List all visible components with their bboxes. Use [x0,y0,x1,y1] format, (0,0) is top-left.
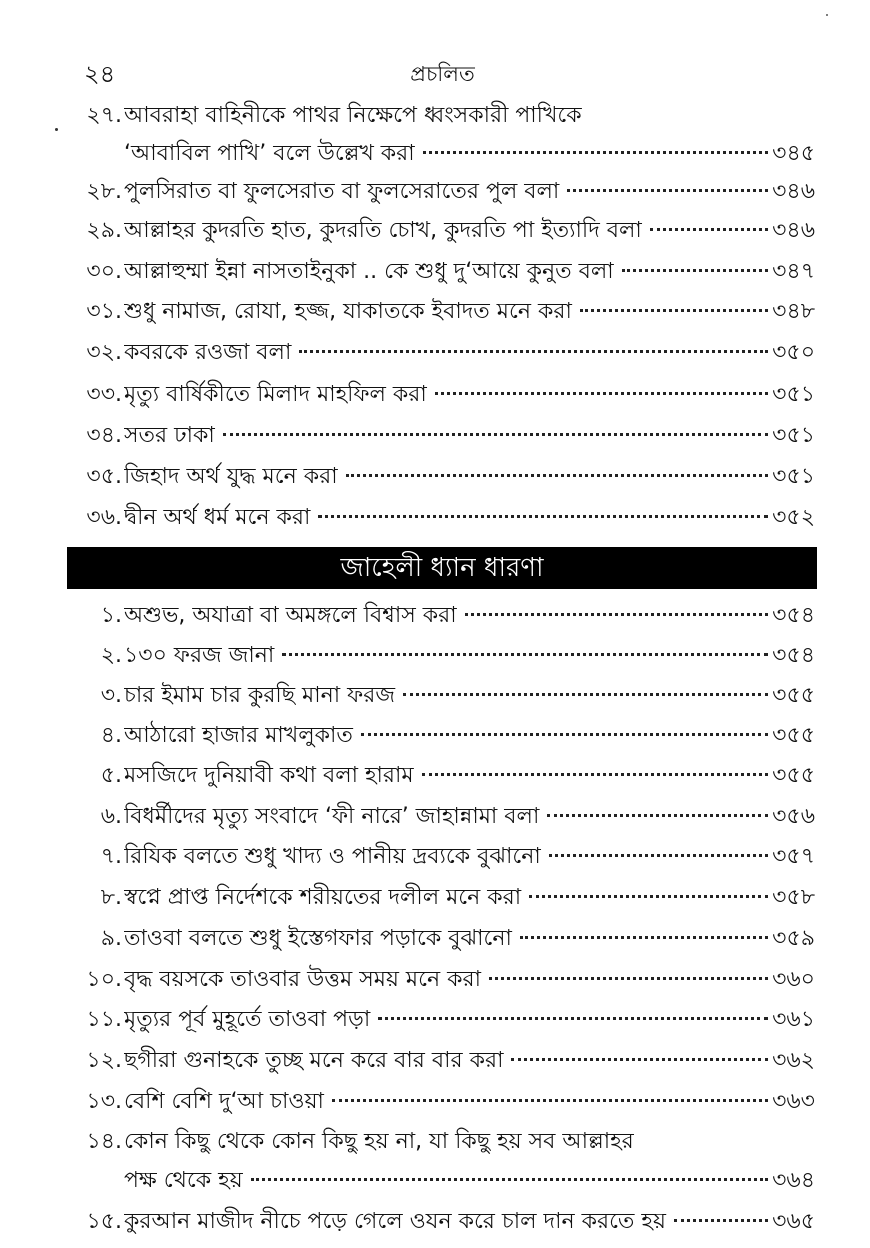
leader-dots [223,433,768,436]
entry-number: ৩২. [86,340,122,365]
toc-entry [70,878,815,918]
entry-page: ৩৬০ [772,967,815,992]
leader-dots [378,1017,768,1020]
entry-title: দ্বীন অর্থ ধর্ম মনে করা [124,505,311,530]
entry-number: ৫. [100,763,122,788]
entry-page: ৩৫৯ [772,926,815,951]
page-header [70,56,815,92]
entry-page: ৩৫১ [772,464,815,489]
entry-page: ৩৬১ [772,1007,815,1032]
entry-title: বৃদ্ধ বয়সকে তাওবার উত্তম সময় মনে করা [124,967,481,992]
toc-entry [70,96,815,136]
entry-title: আল্লাহর কুদরতি হাত, কুদরতি চোখ, কুদরতি পা ইত্যাদি বলা [124,218,642,243]
entry-title: পুলসিরাত বা ফুলসেরাত বা ফুলসেরাতের পুল বলা [124,179,560,204]
entry-number: ৩৩. [86,382,122,407]
entry-title: স্বপ্নে প্রাপ্ত নির্দেশকে শরীয়তের দলীল মনে করা [124,885,522,910]
entry-page: ৩৫৪ [772,603,815,628]
entry-number: ৬. [100,804,122,829]
leader-dots [282,653,768,656]
entry-title: জিহাদ অর্থ যুদ্ধ মনে করা [124,464,338,489]
entry-title: রিযিক বলতে শুধু খাদ্য ও পানীয় দ্রব্যকে বুঝানো [124,844,541,869]
entry-title: কোন কিছু থেকে কোন কিছু হয় না, যা কিছু হয় সব আল্লাহর [124,1129,634,1154]
entry-number: ২৯. [86,218,122,243]
toc-entry [70,1000,815,1040]
entry-title: বিধর্মীদের মৃত্যু সংবাদে ‘ফী নারে’ জাহান্নামা বলা [124,804,540,829]
leader-dots [299,350,768,353]
leader-dots [435,392,768,395]
leader-dots [361,733,768,736]
entry-page: ৩৫০ [772,340,815,365]
toc-entry [70,292,815,332]
toc-entry [70,716,815,756]
entry-page: ৩৪৫ [772,141,815,166]
toc-entry [70,919,815,959]
toc-entry [70,1122,815,1162]
entry-number: ৩. [100,683,122,708]
entry-page: ৩৫৫ [772,763,815,788]
leader-dots [674,1219,768,1222]
leader-dots [511,1058,768,1061]
toc-entry [70,252,815,292]
entry-number: ৩০. [86,259,122,284]
leader-dots [529,895,768,898]
leader-dots [465,613,769,616]
entry-title: অশুভ, অযাত্রা বা অমঙ্গলে বিশ্বাস করা [124,603,457,628]
entry-title: কবরকে রওজা বলা [124,340,292,365]
toc-entry [70,1041,815,1081]
entry-page: ৩৬৪ [772,1168,815,1193]
leader-dots [318,515,768,518]
leader-dots [567,189,768,192]
entry-page: ৩৫৫ [772,723,815,748]
leader-dots [346,474,769,477]
entry-page: ৩৫৬ [772,804,815,829]
entry-number: ৩৫. [86,464,122,489]
toc-entry [70,837,815,877]
toc-entry [70,172,815,212]
entry-number: ১৫. [86,1209,122,1234]
entry-page: ৩৫৪ [772,643,815,668]
toc-entry [70,1202,815,1242]
entry-number: ১০. [86,967,122,992]
entry-title: মৃত্যুর পূর্ব মুহূর্তে তাওবা পড়া [124,1007,371,1032]
running-title: প্রচলিত [410,62,475,86]
leader-dots [423,151,768,154]
toc-entry [70,1082,815,1122]
entry-number: ৯. [100,926,122,951]
entry-number: ১. [100,603,122,628]
entry-page: ৩৪৭ [772,259,815,284]
toc-entry-continuation [70,134,815,174]
toc-entry-continuation [70,1161,815,1201]
entry-number: ৩১. [86,299,122,324]
entry-page: ৩৬৩ [772,1089,815,1114]
leader-dots [403,693,768,696]
leader-dots [422,773,769,776]
toc-entry [70,498,815,538]
entry-title: কুরআন মাজীদ নীচে পড়ে গেলে ওযন করে চাল দান করতে হয় [124,1209,666,1234]
entry-title: পক্ষ থেকে হয় [124,1168,243,1193]
entry-page: ৩৫২ [772,505,815,530]
toc-entry [70,375,815,415]
leader-dots [489,977,768,980]
entry-number: ১৪. [86,1129,122,1154]
entry-title: চার ইমাম চার কুরছি মানা ফরজ [124,683,396,708]
entry-title: ‘আবাবিল পাখি’ বলে উল্লেখ করা [124,141,415,166]
entry-number: ৩৬. [86,505,122,530]
entry-number: ১৩. [86,1089,122,1114]
entry-page: ৩৫১ [772,423,815,448]
toc-entry [70,457,815,497]
toc-entry [70,636,815,676]
toc-entry [70,333,815,373]
entry-page: ৩৬২ [772,1048,815,1073]
entry-number: ১১. [86,1007,122,1032]
entry-number: ২৮. [86,179,122,204]
entry-number: ৮. [100,885,122,910]
entry-page: ৩৬৫ [772,1209,815,1234]
toc-entry [70,756,815,796]
toc-entry [70,676,815,716]
toc-entry [70,416,815,456]
entry-title: আবরাহা বাহিনীকে পাথর নিক্ষেপে ধ্বংসকারী পাখিকে [124,103,582,128]
entry-title: বেশি বেশি দু‘আ চাওয়া [124,1089,324,1114]
page-number: ২৪ [84,60,116,88]
entry-title: শুধু নামাজ, রোযা, হজ্জ, যাকাতকে ইবাদত মনে করা [124,299,572,324]
entry-page: ৩৫৮ [772,885,815,910]
scan-speck [826,14,828,16]
scan-speck [55,128,58,131]
entry-page: ৩৫৫ [772,683,815,708]
entry-page: ৩৫১ [772,382,815,407]
entry-number: ৪. [100,723,122,748]
leader-dots [549,854,768,857]
entry-page: ৩৫৭ [772,844,815,869]
entry-title: তাওবা বলতে শুধু ইস্তেগফার পড়াকে বুঝানো [124,926,512,951]
toc-entry [70,211,815,251]
leader-dots [650,228,768,231]
entry-title: সতর ঢাকা [124,423,215,448]
leader-dots [332,1099,768,1102]
entry-number: ২. [100,643,122,668]
entry-title: মসজিদে দুনিয়াবী কথা বলা হারাম [124,763,414,788]
entry-page: ৩৪৬ [772,218,815,243]
entry-page: ৩৪৬ [772,179,815,204]
leader-dots [251,1178,768,1181]
entry-number: ৩৪. [86,423,122,448]
toc-entry [70,960,815,1000]
section-banner: জাহেলী ধ্যান ধারণা [67,547,817,589]
leader-dots [580,309,768,312]
leader-dots [622,269,768,272]
entry-title: আল্লাহুম্মা ইন্না নাসতাইনুকা .. কে শুধু দু‘আয়ে কুনুত বলা [124,259,614,284]
entry-number: ১২. [86,1048,122,1073]
entry-title: ১৩০ ফরজ জানা [124,643,275,668]
leader-dots [520,936,768,939]
entry-title: মৃত্যু বার্ষিকীতে মিলাদ মাহফিল করা [124,382,427,407]
entry-number: ২৭. [86,103,122,128]
entry-title: ছগীরা গুনাহকে তুচ্ছ মনে করে বার বার করা [124,1048,504,1073]
entry-title: আঠারো হাজার মাখলুকাত [124,723,353,748]
toc-entry [70,797,815,837]
entry-page: ৩৪৮ [772,299,815,324]
toc-entry [70,596,815,636]
entry-number: ৭. [100,844,122,869]
leader-dots [547,814,768,817]
